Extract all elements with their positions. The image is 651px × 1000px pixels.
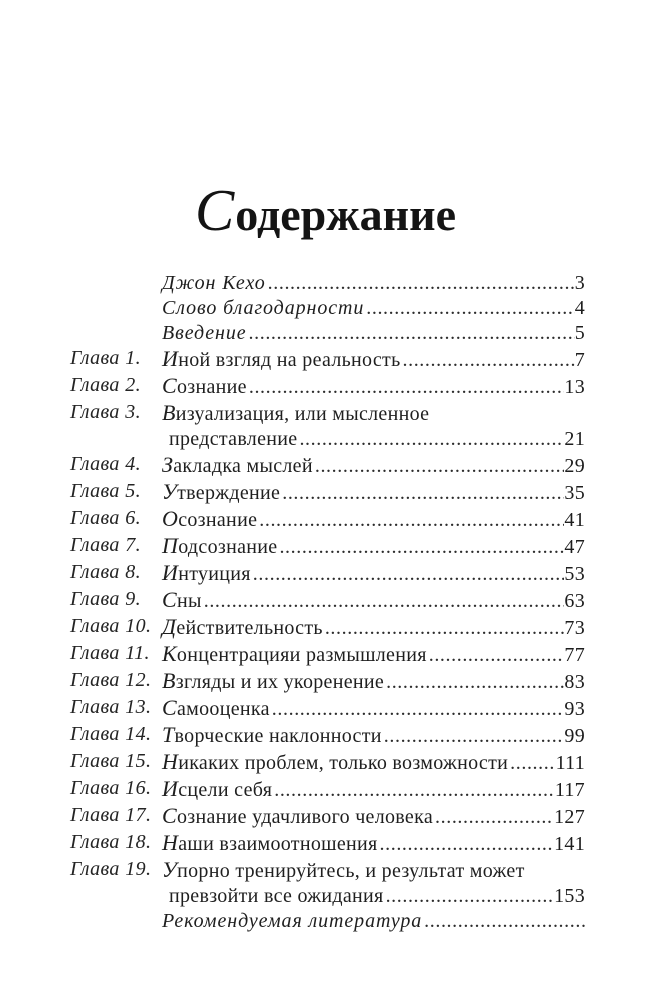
entry-line — [162, 321, 585, 346]
chapter-label: Глава 5. — [70, 480, 142, 502]
page-number: 99 — [564, 725, 585, 747]
page-number: 73 — [564, 617, 585, 639]
toc-entry — [70, 400, 585, 452]
entry-title: Иной взгляд на реальность — [162, 346, 401, 371]
page-title-text: Содержание — [194, 178, 456, 243]
entry-line — [162, 506, 585, 533]
entry-content — [162, 296, 585, 321]
entry-line — [162, 296, 585, 321]
dot-leader — [315, 454, 565, 479]
decorative-initial: П — [162, 533, 179, 558]
dot-leader — [403, 348, 575, 373]
page-number: 141 — [554, 833, 585, 855]
chapter-label: Глава 7. — [70, 534, 142, 556]
chapter-label: Глава 8. — [70, 561, 142, 583]
entry-title: Визуализация, или мысленное — [162, 400, 430, 425]
decorative-initial: С — [162, 587, 177, 612]
entry-content — [162, 346, 585, 373]
entry-title: Самооценка — [162, 695, 270, 720]
dot-leader — [249, 375, 565, 400]
page-number: 3 — [574, 272, 585, 294]
chapter-label: Глава 4. — [70, 453, 142, 475]
chapter-label: Глава 16. — [70, 777, 152, 799]
entry-line — [162, 909, 585, 934]
entry-line — [162, 533, 585, 560]
entry-content — [162, 560, 585, 587]
entry-title: представление — [169, 428, 298, 450]
toc-entry — [70, 776, 585, 803]
decorative-initial: У — [162, 479, 178, 504]
entry-content — [162, 271, 585, 296]
entry-line — [162, 884, 585, 909]
entry-content — [162, 857, 585, 909]
entry-content — [162, 587, 585, 614]
chapter-label: Глава 1. — [70, 347, 142, 369]
decorative-initial: Н — [162, 830, 179, 855]
entry-title: Утверждение — [162, 479, 281, 504]
page-number: 111 — [555, 752, 585, 774]
entry-line — [162, 668, 585, 695]
dot-leader — [386, 884, 555, 909]
toc-entry — [70, 321, 585, 346]
toc-entry — [70, 373, 585, 400]
decorative-initial: З — [162, 452, 174, 477]
page-number: 83 — [564, 671, 585, 693]
decorative-initial: И — [162, 560, 179, 585]
decorative-initial: Т — [162, 722, 175, 747]
toc-entry — [70, 857, 585, 909]
page-number: 7 — [574, 349, 585, 371]
decorative-initial: В — [162, 400, 176, 425]
entry-line — [162, 427, 585, 452]
entry-content — [162, 533, 585, 560]
entry-line — [162, 857, 585, 884]
page-number: 153 — [554, 885, 585, 907]
toc-entry — [70, 479, 585, 506]
page-number: 41 — [564, 509, 585, 531]
toc-entry — [70, 296, 585, 321]
entry-line — [162, 641, 585, 668]
entry-content — [162, 321, 585, 346]
dot-leader — [204, 589, 565, 614]
page-number: 117 — [554, 779, 585, 801]
chapter-label: Глава 3. — [70, 401, 142, 423]
entry-content — [162, 614, 585, 641]
entry-title: Наши взаимоотношения — [162, 830, 378, 855]
page-number: 47 — [564, 536, 585, 558]
entry-content — [162, 722, 585, 749]
entry-title: Взгляды и их укоренение — [162, 668, 385, 693]
page-number: 35 — [564, 482, 585, 504]
toc-entry — [70, 641, 585, 668]
entry-content — [162, 695, 585, 722]
dot-leader — [386, 670, 564, 695]
entry-line — [162, 614, 585, 641]
chapter-label: Глава 12. — [70, 669, 152, 691]
chapter-label: Глава 17. — [70, 804, 152, 826]
entry-content — [162, 641, 585, 668]
table-of-contents — [70, 271, 585, 934]
entry-line — [162, 373, 585, 400]
toc-entry — [70, 560, 585, 587]
entry-content — [162, 373, 585, 400]
toc-entry — [70, 909, 585, 934]
decorative-initial: К — [162, 641, 177, 666]
page-number: 13 — [564, 376, 585, 398]
decorative-initial: С — [162, 695, 177, 720]
dot-leader — [366, 296, 574, 321]
page-number: 53 — [564, 563, 585, 585]
entry-title: Упорно тренируйтесь, и результат может — [162, 857, 525, 882]
entry-title: Джон Кехо — [162, 272, 266, 294]
entry-title: Рекомендуемая литература — [162, 910, 423, 932]
dot-leader — [435, 805, 554, 830]
toc-entry — [70, 830, 585, 857]
chapter-label: Глава 14. — [70, 723, 152, 745]
entry-content — [162, 506, 585, 533]
dot-leader — [510, 751, 555, 776]
entry-title: Слово благодарности — [162, 297, 365, 319]
decorative-initial: Д — [162, 614, 177, 639]
page-number: 77 — [564, 644, 585, 666]
entry-title: Действительность — [162, 614, 323, 639]
decorative-initial: С — [194, 178, 235, 243]
page-number: 63 — [564, 590, 585, 612]
entry-content — [162, 400, 585, 452]
page-number: 127 — [554, 806, 585, 828]
chapter-label: Глава 6. — [70, 507, 142, 529]
dot-leader — [325, 616, 565, 641]
entry-content — [162, 479, 585, 506]
entry-line — [162, 803, 585, 830]
toc-entry — [70, 695, 585, 722]
entry-line — [162, 587, 585, 614]
chapter-label: Глава 18. — [70, 831, 152, 853]
dot-leader — [268, 271, 575, 296]
dot-leader — [259, 508, 564, 533]
toc-entry — [70, 271, 585, 296]
chapter-label: Глава 11. — [70, 642, 150, 664]
entry-line — [162, 346, 585, 373]
chapter-label: Глава 13. — [70, 696, 152, 718]
chapter-label: Глава 9. — [70, 588, 142, 610]
toc-entry — [70, 803, 585, 830]
chapter-label: Глава 15. — [70, 750, 152, 772]
page-title — [0, 178, 651, 248]
toc-entry — [70, 722, 585, 749]
entry-line — [162, 400, 585, 427]
dot-leader — [380, 832, 555, 857]
entry-content — [162, 830, 585, 857]
entry-line — [162, 722, 585, 749]
decorative-initial: И — [162, 346, 179, 371]
decorative-initial: Н — [162, 749, 179, 774]
decorative-initial: О — [162, 506, 179, 531]
entry-content — [162, 452, 585, 479]
entry-content — [162, 776, 585, 803]
chapter-label: Глава 10. — [70, 615, 152, 637]
entry-content — [162, 668, 585, 695]
entry-line — [162, 749, 585, 776]
page-number: 93 — [564, 698, 585, 720]
dot-leader — [282, 481, 564, 506]
entry-title: Никаких проблем, только возможности — [162, 749, 509, 774]
entry-title: Концентрацияи размышления — [162, 641, 427, 666]
page-number: 29 — [564, 455, 585, 477]
entry-line — [162, 830, 585, 857]
entry-line — [162, 452, 585, 479]
entry-title: Исцели себя — [162, 776, 273, 801]
dot-leader — [272, 697, 565, 722]
entry-line — [162, 271, 585, 296]
toc-entry — [70, 533, 585, 560]
toc-entry — [70, 668, 585, 695]
entry-title: Сознание удачливого человека — [162, 803, 434, 828]
entry-title: Сны — [162, 587, 202, 612]
dot-leader — [429, 643, 565, 668]
chapter-label: Глава 19. — [70, 858, 152, 880]
entry-title: Закладка мыслей — [162, 452, 313, 477]
decorative-initial: С — [162, 373, 177, 398]
page-number: 21 — [564, 428, 585, 450]
page-number: 4 — [574, 297, 585, 319]
entry-line — [162, 776, 585, 803]
entry-title: Сознание — [162, 373, 247, 398]
decorative-initial: С — [162, 803, 177, 828]
toc-entry — [70, 452, 585, 479]
entry-line — [162, 479, 585, 506]
dot-leader — [384, 724, 565, 749]
toc-entry — [70, 587, 585, 614]
decorative-initial: У — [162, 857, 178, 882]
page-number: 5 — [574, 322, 585, 344]
dot-leader — [253, 562, 565, 587]
entry-line — [162, 695, 585, 722]
entry-title: Интуиция — [162, 560, 251, 585]
dot-leader — [424, 909, 585, 934]
entry-content — [162, 749, 585, 776]
entry-content — [162, 909, 585, 934]
entry-title: Подсознание — [162, 533, 278, 558]
toc-entry — [70, 749, 585, 776]
entry-line — [162, 560, 585, 587]
toc-entry — [70, 346, 585, 373]
entry-title: Осознание — [162, 506, 258, 531]
entry-content — [162, 803, 585, 830]
decorative-initial: И — [162, 776, 179, 801]
decorative-initial: В — [162, 668, 176, 693]
dot-leader — [249, 321, 575, 346]
dot-leader — [299, 427, 564, 452]
dot-leader — [279, 535, 564, 560]
dot-leader — [274, 778, 555, 803]
entry-title: Творческие наклонности — [162, 722, 382, 747]
entry-title: превзойти все ожидания — [169, 885, 384, 907]
chapter-label: Глава 2. — [70, 374, 142, 396]
entry-title: Введение — [162, 322, 247, 344]
toc-entry — [70, 614, 585, 641]
toc-entry — [70, 506, 585, 533]
